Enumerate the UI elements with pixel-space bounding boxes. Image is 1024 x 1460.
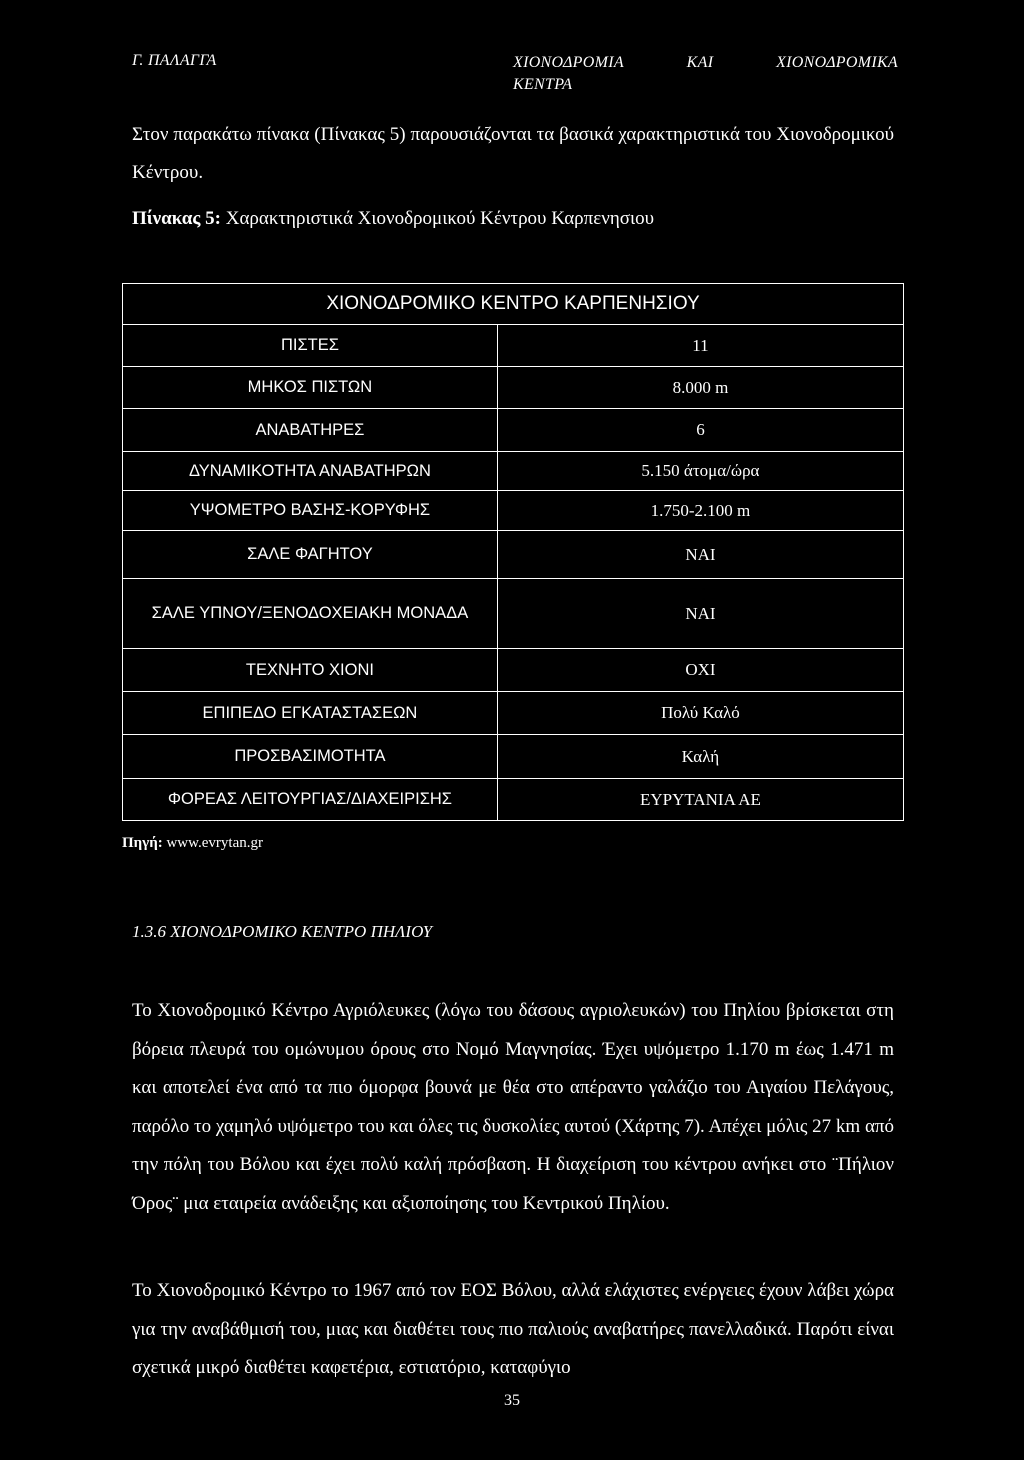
source-label: Πηγή: bbox=[122, 835, 163, 851]
row-value: ΕΥΡΥΤΑΝΙΑ ΑΕ bbox=[497, 779, 903, 821]
row-value: ΟΧΙ bbox=[497, 649, 903, 692]
section-heading: 1.3.6 ΧΙΟΝΟΔΡΟΜΙΚΟ ΚΕΝΤΡΟ ΠΗΛΙΟΥ bbox=[132, 922, 433, 941]
row-value: Καλή bbox=[497, 735, 903, 779]
row-label: ΠΡΟΣΒΑΣΙΜΟΤΗΤΑ bbox=[123, 735, 498, 779]
row-label: ΕΠΙΠΕΔΟ ΕΓΚΑΤΑΣΤΑΣΕΩΝ bbox=[123, 692, 498, 735]
caption-text: Χαρακτηριστικά Χιονοδρομικού Κέντρου Καρπενησιου bbox=[220, 208, 655, 229]
row-value: 8.000 m bbox=[497, 367, 903, 409]
table-caption bbox=[132, 208, 894, 230]
row-label: ΠΙΣΤΕΣ bbox=[123, 325, 498, 367]
header-word: ΚΕΝΤΡΑ bbox=[513, 76, 573, 93]
intro-paragraph: Στον παρακάτω πίνακα (Πίνακας 5) παρουσιάζονται τα βασικά χαρακτηριστικά του Χιονοδρομικού Κέντρου. bbox=[132, 124, 894, 183]
row-value: 6 bbox=[497, 409, 903, 452]
row-label: ΤΕΧΝΗΤΟ ΧΙΟΝΙ bbox=[123, 649, 498, 692]
ski-center-table bbox=[122, 283, 904, 821]
row-value: ΝΑΙ bbox=[497, 531, 903, 579]
body-paragraph-1: Το Χιονοδρομικό Κέντρο Αγριόλευκες (λόγω του δάσους αγριολευκών) του Πηλίου βρίσκεται στη βόρεια πλευρά του ομώνυμου όρους στο Νομό Μαγνησίας. Έχει υψόμετρο 1.170 m έως 1.471 m και αποτελεί ένα από τα πιο όμορφα βουνά με θέα στο απέραντο γαλάζιο του Αιγαίου Πελάγους, παρόλο το χαμηλό υψόμετρο του και όλες τις δυσκολίες αυτού (Χάρτης 7). Απέχει μόλις 27 km από την πόλη του Βόλου και έχει πολύ καλή πρόσβαση. Η διαχείριση του κέντρου ανήκει στο ¨Πήλιον Όρος¨ μια εταιρεία ανάδειξης και αξιοποίησης του Κεντρικού Πηλίου. bbox=[132, 1000, 894, 1214]
row-label: ΦΟΡΕΑΣ ΛΕΙΤΟΥΡΓΙΑΣ/ΔΙΑΧΕΙΡΙΣΗΣ bbox=[123, 779, 498, 821]
header-word: ΧΙΟΝΟΔΡΟΜΙΑ bbox=[513, 54, 624, 71]
row-label: ΔΥΝΑΜΙΚΟΤΗΤΑ ΑΝΑΒΑΤΗΡΩΝ bbox=[123, 452, 498, 491]
page-number: 35 bbox=[504, 1392, 520, 1409]
row-value: Πολύ Καλό bbox=[497, 692, 903, 735]
row-label: ΣΑΛΕ ΦΑΓΗΤΟΥ bbox=[123, 531, 498, 579]
header-word: ΧΙΟΝΟΔΡΟΜΙΚΑ bbox=[776, 54, 898, 71]
body-paragraph-2: Το Χιονοδρομικό Κέντρο το 1967 από τον ΕΟΣ Βόλου, αλλά ελάχιστες ενέργειες έχουν λάβει χώρα για την αναβάθμισή του, μιας και διαθέτει τους πιο παλιούς αναβατήρες πανελλαδικά. Παρότι είναι σχετικά μικρό διαθέτει καφετέρια, εστιατόριο, καταφύγιο bbox=[132, 1280, 894, 1378]
row-label: ΜΗΚΟΣ ΠΙΣΤΩΝ bbox=[123, 367, 498, 409]
row-label: ΣΑΛΕ ΥΠΝΟΥ/ΞΕΝΟΔΟΧΕΙΑΚΗ ΜΟΝΑΔΑ bbox=[123, 579, 498, 649]
row-label: ΑΝΑΒΑΤΗΡΕΣ bbox=[123, 409, 498, 452]
table-title: ΧΙΟΝΟΔΡΟΜΙΚΟ ΚΕΝΤΡΟ ΚΑΡΠΕΝΗΣΙΟΥ bbox=[123, 284, 904, 325]
row-value: 5.150 άτομα/ώρα bbox=[497, 452, 903, 491]
caption-label: Πίνακας 5: bbox=[132, 208, 221, 229]
row-value: 11 bbox=[497, 325, 903, 367]
table-source bbox=[122, 835, 263, 852]
header-author: Γ. ΠΑΛΑΓΓΑ bbox=[132, 52, 217, 69]
row-value: 1.750-2.100 m bbox=[497, 491, 903, 531]
header-chapter-title bbox=[513, 52, 898, 96]
row-label: ΥΨΟΜΕΤΡΟ ΒΑΣΗΣ-ΚΟΡΥΦΗΣ bbox=[123, 491, 498, 531]
source-url: www.evrytan.gr bbox=[162, 835, 263, 851]
row-value: ΝΑΙ bbox=[497, 579, 903, 649]
header-word: ΚΑΙ bbox=[686, 54, 714, 71]
